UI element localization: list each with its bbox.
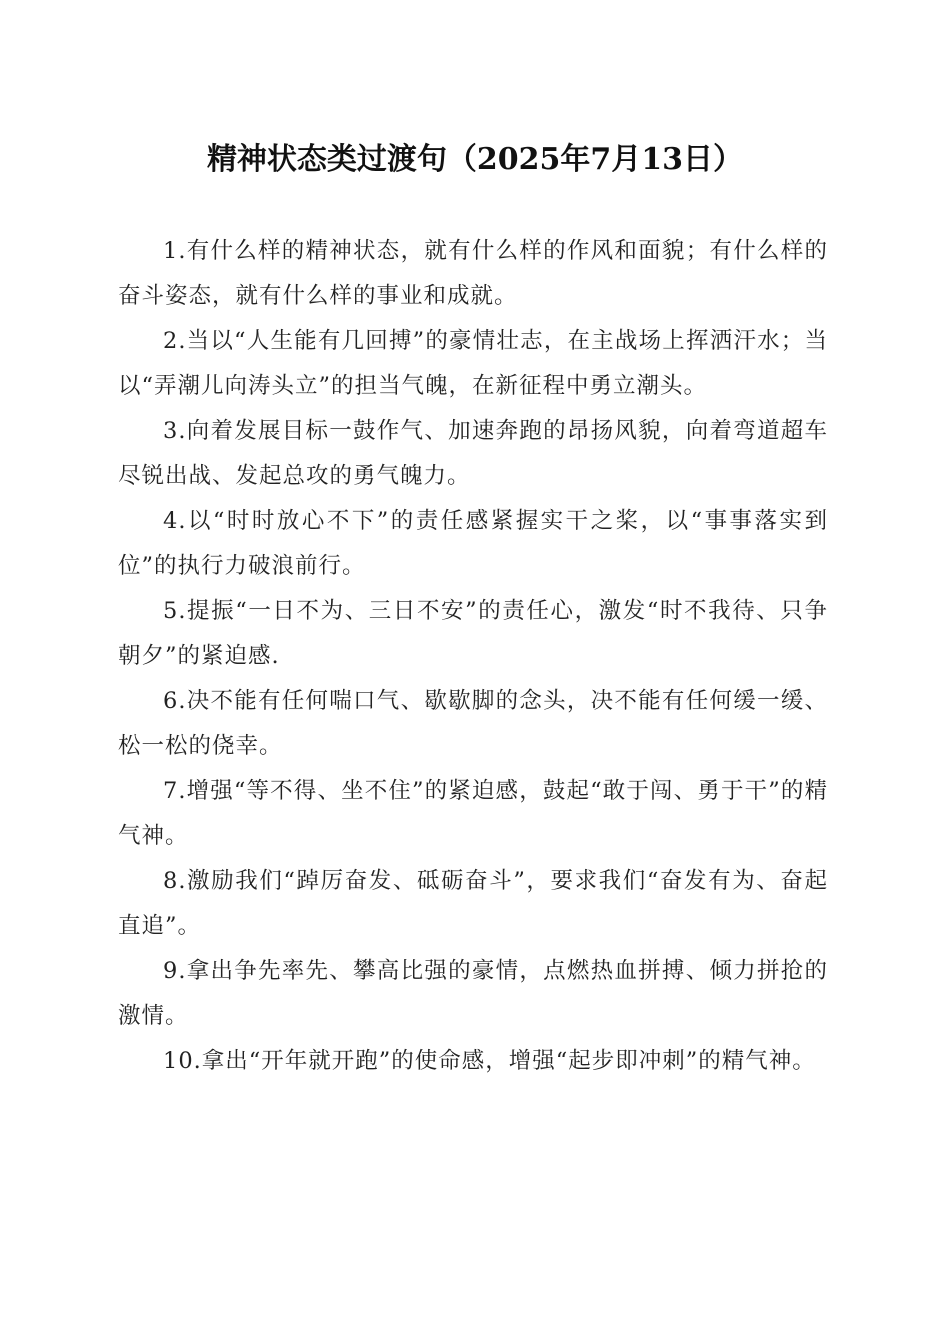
paragraph-1: 1.有什么样的精神状态，就有什么样的作风和面貌；有什么样的奋斗姿态，就有什么样的事业和成就。 — [118, 238, 828, 309]
paragraph-4: 4.以“时时放心不下”的责任感紧握实干之桨，以“事事落实到位”的执行力破浪前行。 — [118, 508, 828, 579]
paragraph-5: 5.提振“一日不为、三日不安”的责任心，激发“时不我待、只争朝夕”的紧迫感. — [118, 598, 828, 669]
paragraph-3: 3.向着发展目标一鼓作气、加速奔跑的昂扬风貌，向着弯道超车尽锐出战、发起总攻的勇气魄力。 — [118, 418, 828, 489]
document-title: 精神状态类过渡句（2025年7月13日） — [206, 142, 744, 177]
paragraph-2: 2.当以“人生能有几回搏”的豪情壮志，在主战场上挥洒汗水；当以“弄潮儿向涛头立”的担当气魄，在新征程中勇立潮头。 — [118, 328, 828, 399]
paragraph-8: 8.激励我们“踔厉奋发、砥砺奋斗”，要求我们“奋发有为、奋起直追”。 — [118, 868, 828, 939]
paragraph-10: 10.拿出“开年就开跑”的使命感，增强“起步即冲刺”的精气神。 — [163, 1048, 816, 1074]
document-body — [118, 229, 828, 1084]
paragraph-6: 6.决不能有任何喘口气、歇歇脚的念头，决不能有任何缓一缓、松一松的侥幸。 — [118, 688, 828, 759]
paragraph-7: 7.增强“等不得、坐不住”的紧迫感，鼓起“敢于闯、勇于干”的精气神。 — [118, 778, 828, 849]
paragraph-9: 9.拿出争先率先、攀高比强的豪情，点燃热血拼搏、倾力拼抢的激情。 — [118, 958, 828, 1029]
